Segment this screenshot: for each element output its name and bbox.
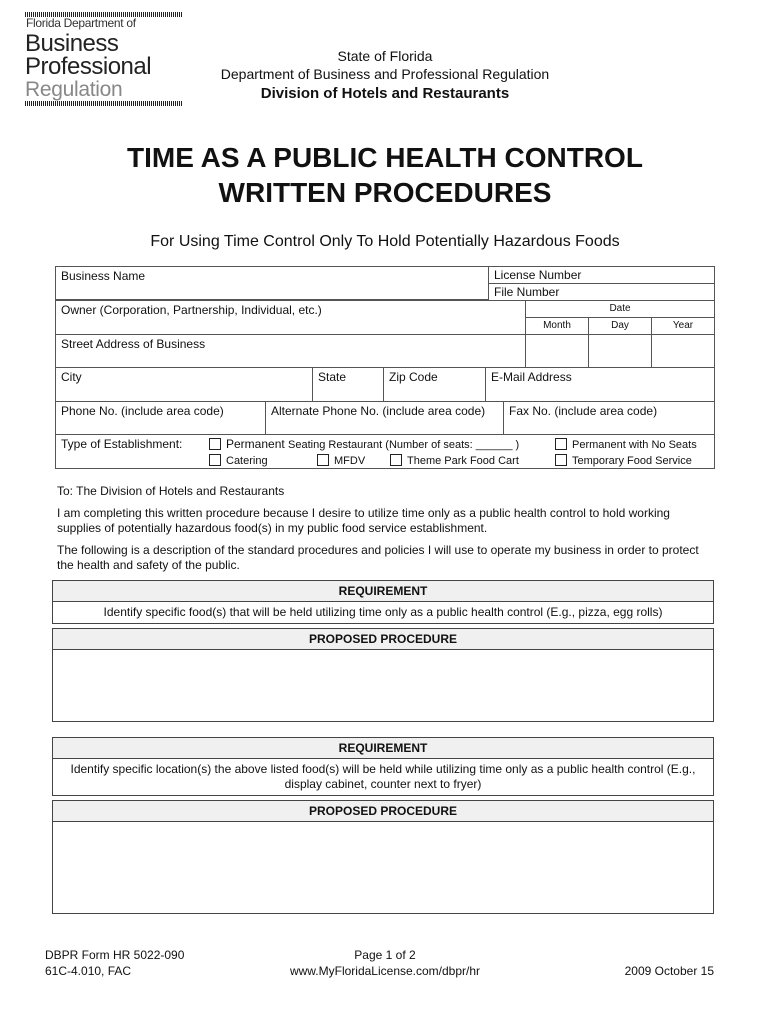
date-label: Date [609, 303, 631, 314]
footer-url[interactable]: www.MyFloridaLicense.com/dbpr/hr [289, 964, 481, 978]
requirement-box-1 [52, 580, 714, 624]
month-header [525, 317, 589, 335]
theme-park-option[interactable] [390, 454, 519, 467]
month-label: Month [543, 320, 571, 331]
street-address-label: Street Address of Business [61, 337, 206, 351]
requirement-text-1: Identify specific food(s) that will be held utilizing time only as a public health control (E.g., pizza, egg rolls) [103, 605, 663, 619]
requirement-heading-2: REQUIREMENT [53, 738, 713, 759]
header-state: State of Florida [337, 48, 433, 64]
requirement-heading-1: REQUIREMENT [53, 581, 713, 602]
month-input[interactable] [525, 334, 589, 368]
owner-field[interactable] [55, 300, 526, 335]
mfdv-checkbox[interactable] [317, 454, 329, 466]
description-paragraph: The following is a description of the standard procedures and policies I will use to operate my business in order to protect the health and safety of the public. [57, 543, 699, 572]
city-label: City [61, 370, 82, 384]
year-label: Year [672, 320, 694, 331]
catering-label: Catering [226, 455, 268, 467]
permanent-label: Permanent [226, 437, 285, 451]
intro-paragraph: I am completing this written procedure because I desire to utilize time only as a public health control to hold working supplies of potentially hazardous food(s) in my public food service establishment. [57, 506, 670, 535]
alt-phone-label: Alternate Phone No. (include area code) [271, 404, 486, 418]
file-number-label: File Number [494, 285, 560, 299]
alt-phone-field[interactable] [265, 401, 504, 435]
procedure-heading-2: PROPOSED PROCEDURE [53, 801, 713, 822]
zip-code-field[interactable] [383, 367, 486, 402]
state-field[interactable] [312, 367, 384, 402]
email-field[interactable] [485, 367, 715, 402]
no-seats-checkbox[interactable] [555, 438, 567, 450]
footer-rule: 61C-4.010, FAC [45, 964, 132, 978]
temporary-label: Temporary Food Service [572, 455, 692, 467]
footer-date: 2009 October 15 [624, 964, 714, 978]
business-name-label: Business Name [61, 269, 146, 283]
title-line2: WRITTEN PROCEDURES [218, 177, 552, 208]
day-label: Day [611, 320, 629, 331]
logo-business: Business [25, 30, 119, 57]
no-seats-label: Permanent with No Seats [572, 439, 697, 451]
header-division: Division of Hotels and Restaurants [260, 85, 510, 102]
footer-form-number: DBPR Form HR 5022-090 [45, 948, 185, 962]
requirement-text-2: Identify specific location(s) the above listed food(s) will be held while utilizing time only as a public health control (E.g., display cabinet, counter next to fryer) [70, 762, 696, 791]
establishment-type-label: Type of Establishment: [61, 437, 183, 451]
permanent-option[interactable] [209, 437, 519, 451]
header-department: Department of Business and Professional Regulation [220, 66, 550, 82]
logo-top-text: Florida Department of [26, 16, 136, 30]
owner-label: Owner (Corporation, Partnership, Individual, etc.) [61, 303, 322, 317]
phone-label: Phone No. (include area code) [61, 404, 224, 418]
temporary-option[interactable] [555, 454, 692, 467]
license-number-field[interactable] [488, 266, 715, 284]
city-field[interactable] [55, 367, 313, 402]
procedure-box-2[interactable] [52, 800, 714, 914]
theme-park-label: Theme Park Food Cart [407, 455, 519, 467]
addressee-line: To: The Division of Hotels and Restaurants [57, 484, 285, 498]
mfdv-option[interactable] [317, 454, 365, 467]
zip-code-label: Zip Code [389, 370, 438, 384]
footer-page-number: Page 1 of 2 [354, 948, 416, 962]
permanent-checkbox[interactable] [209, 438, 221, 450]
phone-field[interactable] [55, 401, 266, 435]
email-label: E-Mail Address [491, 370, 572, 384]
requirement-box-2 [52, 737, 714, 796]
year-header [651, 317, 715, 335]
file-number-field[interactable] [488, 283, 715, 301]
logo-professional: Professional [25, 53, 152, 80]
fax-field[interactable] [503, 401, 715, 435]
logo-rule-bottom [25, 101, 183, 106]
seating-label: Seating Restaurant (Number of seats: ______ ) [288, 439, 520, 451]
logo-regulation: Regulation [25, 78, 123, 101]
license-number-label: License Number [494, 268, 582, 282]
subtitle: For Using Time Control Only To Hold Potentially Hazardous Foods [150, 233, 620, 250]
mfdv-label: MFDV [334, 455, 366, 467]
title-line1: TIME AS A PUBLIC HEALTH CONTROL [127, 142, 643, 173]
temporary-checkbox[interactable] [555, 454, 567, 466]
street-address-field[interactable] [55, 334, 526, 368]
business-name-field[interactable] [55, 266, 489, 300]
procedure-box-1[interactable] [52, 628, 714, 722]
theme-park-checkbox[interactable] [390, 454, 402, 466]
day-header [588, 317, 652, 335]
no-seats-option[interactable] [555, 438, 697, 451]
year-input[interactable] [651, 334, 715, 368]
procedure-heading-1: PROPOSED PROCEDURE [53, 629, 713, 650]
state-label: State [318, 370, 347, 384]
dbpr-logo [25, 12, 185, 106]
day-input[interactable] [588, 334, 652, 368]
catering-checkbox[interactable] [209, 454, 221, 466]
fax-label: Fax No. (include area code) [509, 404, 658, 418]
catering-option[interactable] [209, 454, 268, 467]
date-header [525, 300, 715, 318]
